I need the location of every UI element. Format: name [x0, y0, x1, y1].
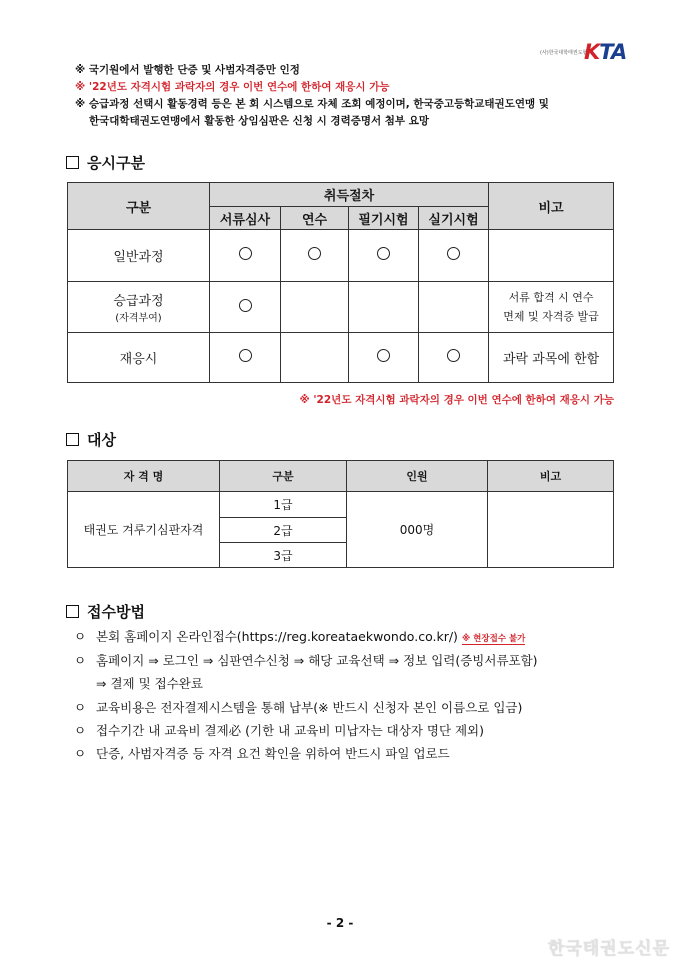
note-4: 한국대학태권도연맹에서 활동한 상임심판은 신청 시 경력증명서 첨부 요망 [89, 115, 430, 127]
page-number: - 2 - [326, 916, 354, 930]
row-name: 재응시 [68, 333, 210, 383]
table-row [68, 333, 614, 383]
header-step-docs: 서류심사 [210, 207, 281, 230]
header-step-written: 필기시험 [349, 207, 419, 230]
list-item: ㅇ 홈페이지 ⇒ 로그인 ⇒ 심판연수신청 ⇒ 해당 교육선택 ⇒ 정보 입력(증빙서류포함) [74, 653, 538, 668]
checkbox-square-icon [66, 156, 79, 169]
mark-cell [349, 230, 419, 282]
note-cell [488, 492, 614, 568]
header-grade: 구분 [220, 461, 347, 492]
mark-cell [281, 333, 349, 383]
list-item: ㅇ 단증, 사범자격증 등 자격 요건 확인을 위하여 반드시 파일 업로드 [74, 746, 450, 761]
mark-cell [210, 282, 281, 333]
mark-cell [419, 333, 489, 383]
circle-mark-icon [239, 299, 252, 312]
grade-cell: 1급 [220, 492, 347, 518]
row-name: 일반과정 [68, 230, 210, 282]
table-row [68, 230, 614, 282]
bullet-icon: ㅇ [74, 700, 87, 715]
row-memo: 서류 합격 시 연수 면제 및 자격증 발급 [489, 282, 614, 333]
logo-mark: KTA [584, 40, 627, 64]
header-qualification: 자 격 명 [68, 461, 220, 492]
circle-mark-icon [377, 349, 390, 362]
exam-type-table [67, 182, 614, 383]
section-title-exam-type: 응시구분 [66, 152, 145, 173]
bullet-icon: ㅇ [74, 723, 87, 738]
mark-cell [419, 230, 489, 282]
circle-mark-icon [447, 349, 460, 362]
bullet-icon: ㅇ [74, 653, 87, 668]
mark-cell [349, 282, 419, 333]
mark-cell [419, 282, 489, 333]
header-note: 비고 [489, 183, 614, 230]
note-3: ※ 승급과정 선택시 활동경력 등은 본 회 시스템으로 자체 조회 예정이며, 한국중고등학교태권도연맹 및 [75, 98, 549, 110]
list-item: ㅇ 교육비용은 전자결제시스템을 통해 납부(※ 반드시 신청자 본인 이름으로 입금) [74, 700, 523, 715]
logo-org-name: (사)한국대학태권도협회 [540, 50, 593, 56]
mark-cell [210, 333, 281, 383]
header-category: 구분 [68, 183, 210, 230]
section-title-registration: 접수방법 [66, 601, 145, 622]
list-item: ㅇ 본회 홈페이지 온라인접수(https://reg.koreataekwondo.co.kr/) ※ 현장접수 불가 [74, 629, 526, 644]
header-step-practical: 실기시험 [419, 207, 489, 230]
circle-mark-icon [447, 247, 460, 260]
target-table [67, 460, 614, 568]
table-row [68, 282, 614, 333]
mark-cell [210, 230, 281, 282]
header-count: 인원 [347, 461, 488, 492]
mark-cell [349, 333, 419, 383]
section-title-target: 대상 [66, 429, 116, 450]
qualification-name: 태권도 겨루기심판자격 [68, 492, 220, 568]
watermark: 한국태권도신문 [548, 939, 670, 959]
row-memo: 과락 과목에 한함 [489, 333, 614, 383]
circle-mark-icon [239, 247, 252, 260]
grade-cell: 2급 [220, 518, 347, 543]
list-item: ㅇ 접수기간 내 교육비 결제必 (기한 내 교육비 미납자는 대상자 명단 제외) [74, 723, 485, 738]
circle-mark-icon [377, 247, 390, 260]
header-note: 비고 [488, 461, 614, 492]
checkbox-square-icon [66, 433, 79, 446]
kta-logo [540, 40, 627, 66]
bullet-icon: ㅇ [74, 629, 87, 644]
section1-footnote: ※ '22년도 자격시험 과락자의 경우 이번 연수에 한하여 재응시 가능 [299, 394, 614, 406]
row-name: 승급과정 (자격부여) [68, 282, 210, 333]
header-step-training: 연수 [281, 207, 349, 230]
grade-cell: 3급 [220, 543, 347, 568]
mark-cell [281, 230, 349, 282]
row-memo [489, 230, 614, 282]
mark-cell [281, 282, 349, 333]
checkbox-square-icon [66, 605, 79, 618]
circle-mark-icon [239, 349, 252, 362]
header-process: 취득절차 [210, 183, 489, 207]
onsite-not-allowed-tag: ※ 현장접수 불가 [461, 634, 526, 644]
list-item-continuation: ⇒ 결제 및 접수완료 [96, 676, 203, 691]
note-2: ※ '22년도 자격시험 과락자의 경우 이번 연수에 한하여 재응시 가능 [75, 81, 390, 93]
note-1: ※ 국기원에서 발행한 단증 및 사범자격증만 인정 [75, 64, 300, 76]
circle-mark-icon [308, 247, 321, 260]
bullet-icon: ㅇ [74, 746, 87, 761]
count-cell: 000명 [347, 492, 488, 568]
